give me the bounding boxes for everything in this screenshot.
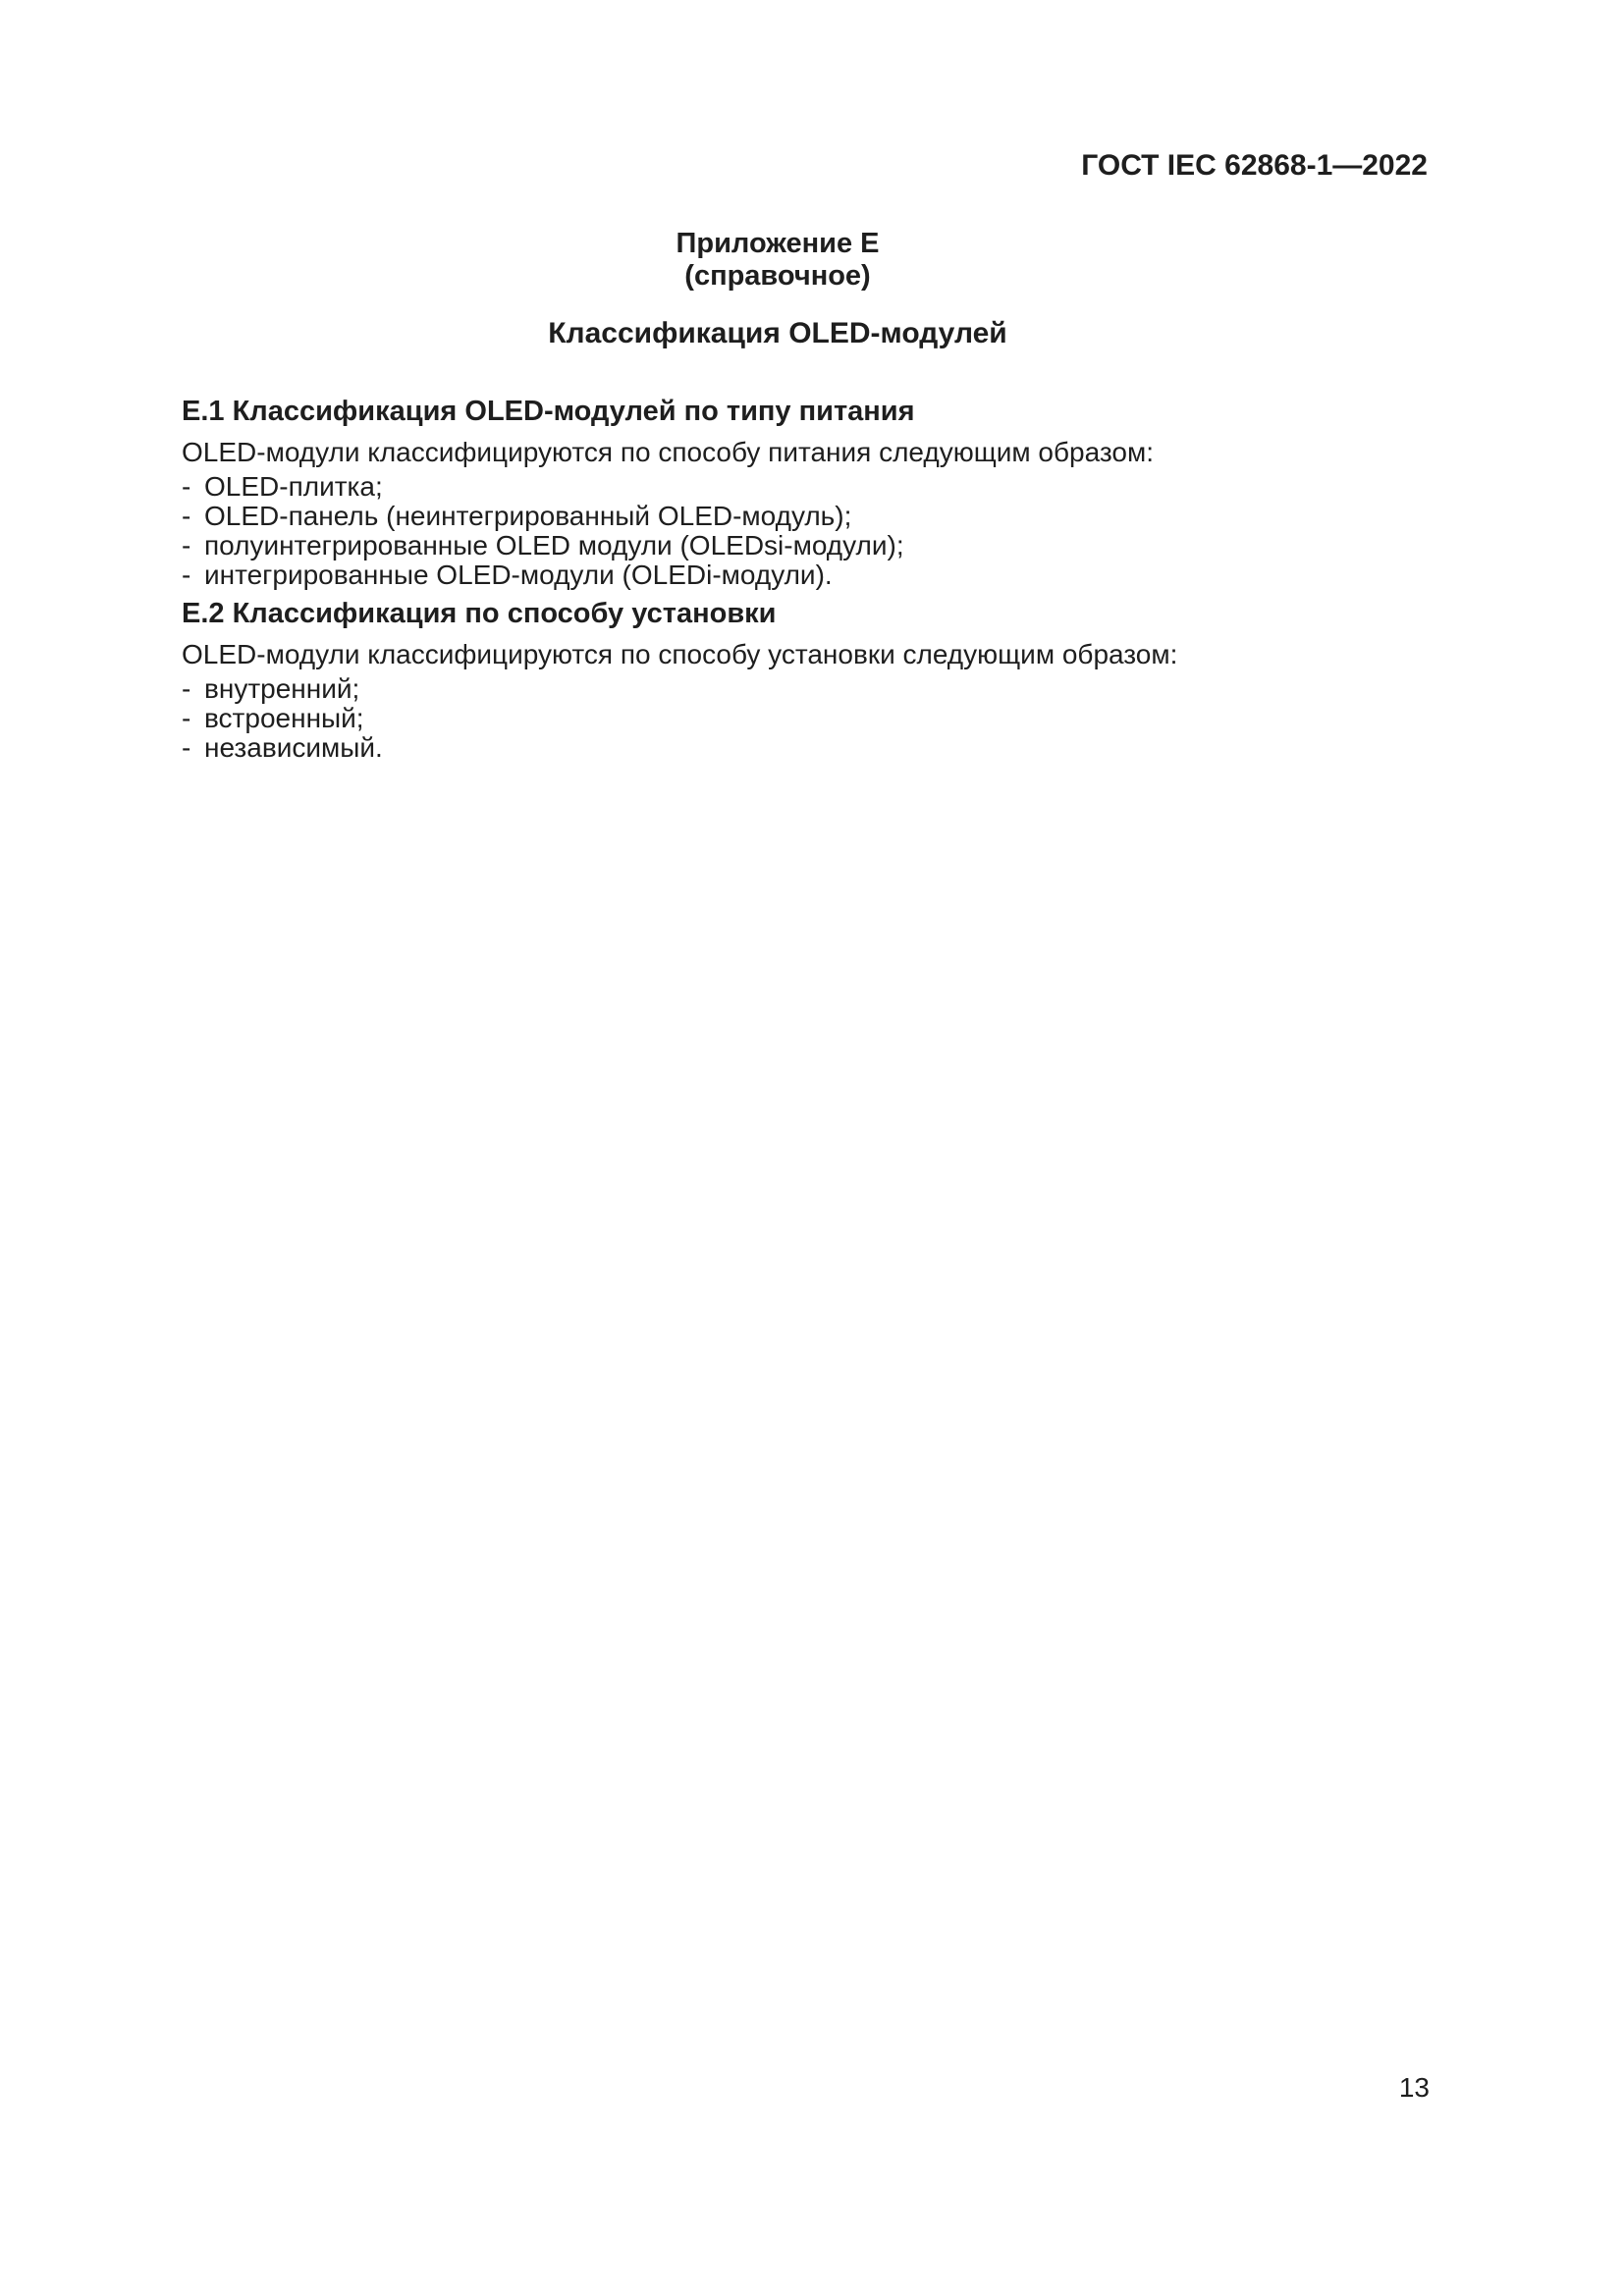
list-item: [182, 733, 1438, 763]
section-e1-heading: Е.1 Классификация OLED-модулей по типу питания: [182, 396, 915, 427]
section-e1-intro: OLED-модули классифицируются по способу питания следующим образом:: [182, 437, 1154, 467]
list-item: [182, 502, 1438, 531]
list-item-text: интегрированные OLED-модули (OLEDi-модули).: [204, 560, 833, 590]
section-e2-list: [182, 674, 1438, 763]
dash-marker: -: [182, 560, 191, 590]
list-item: [182, 561, 1438, 590]
list-item-text: независимый.: [204, 732, 383, 763]
list-item-text: полуинтегрированные OLED модули (OLEDsi-модули);: [204, 530, 904, 561]
page-number: 13: [1398, 2072, 1430, 2103]
dash-marker: -: [182, 530, 191, 561]
dash-marker: -: [182, 703, 191, 733]
list-item: [182, 674, 1438, 704]
dash-marker: -: [182, 732, 191, 763]
dash-marker: -: [182, 471, 191, 502]
annex-subtitle: (справочное): [684, 260, 871, 292]
section-e2-intro: OLED-модули классифицируются по способу установки следующим образом:: [182, 639, 1178, 669]
list-item-text: встроенный;: [204, 703, 364, 733]
list-item-text: внутренний;: [204, 673, 360, 704]
dash-marker: -: [182, 501, 191, 531]
annex-title-block: [182, 228, 1374, 293]
list-item: [182, 472, 1438, 502]
section-e1-list: [182, 472, 1438, 590]
section-e2-heading: Е.2 Классификация по способу установки: [182, 598, 777, 629]
page-title: Классификация OLED-модулей: [548, 317, 1007, 349]
document-header: ГОСТ IEC 62868-1—2022: [1081, 149, 1428, 182]
section-e1: [182, 395, 1438, 590]
annex-title: Приложение Е: [676, 228, 880, 259]
list-item: [182, 704, 1438, 733]
list-item-text: OLED-плитка;: [204, 471, 383, 502]
list-item: [182, 531, 1438, 561]
dash-marker: -: [182, 673, 191, 704]
list-item-text: OLED-панель (неинтегрированный OLED-модуль);: [204, 501, 852, 531]
section-e2: [182, 597, 1438, 763]
